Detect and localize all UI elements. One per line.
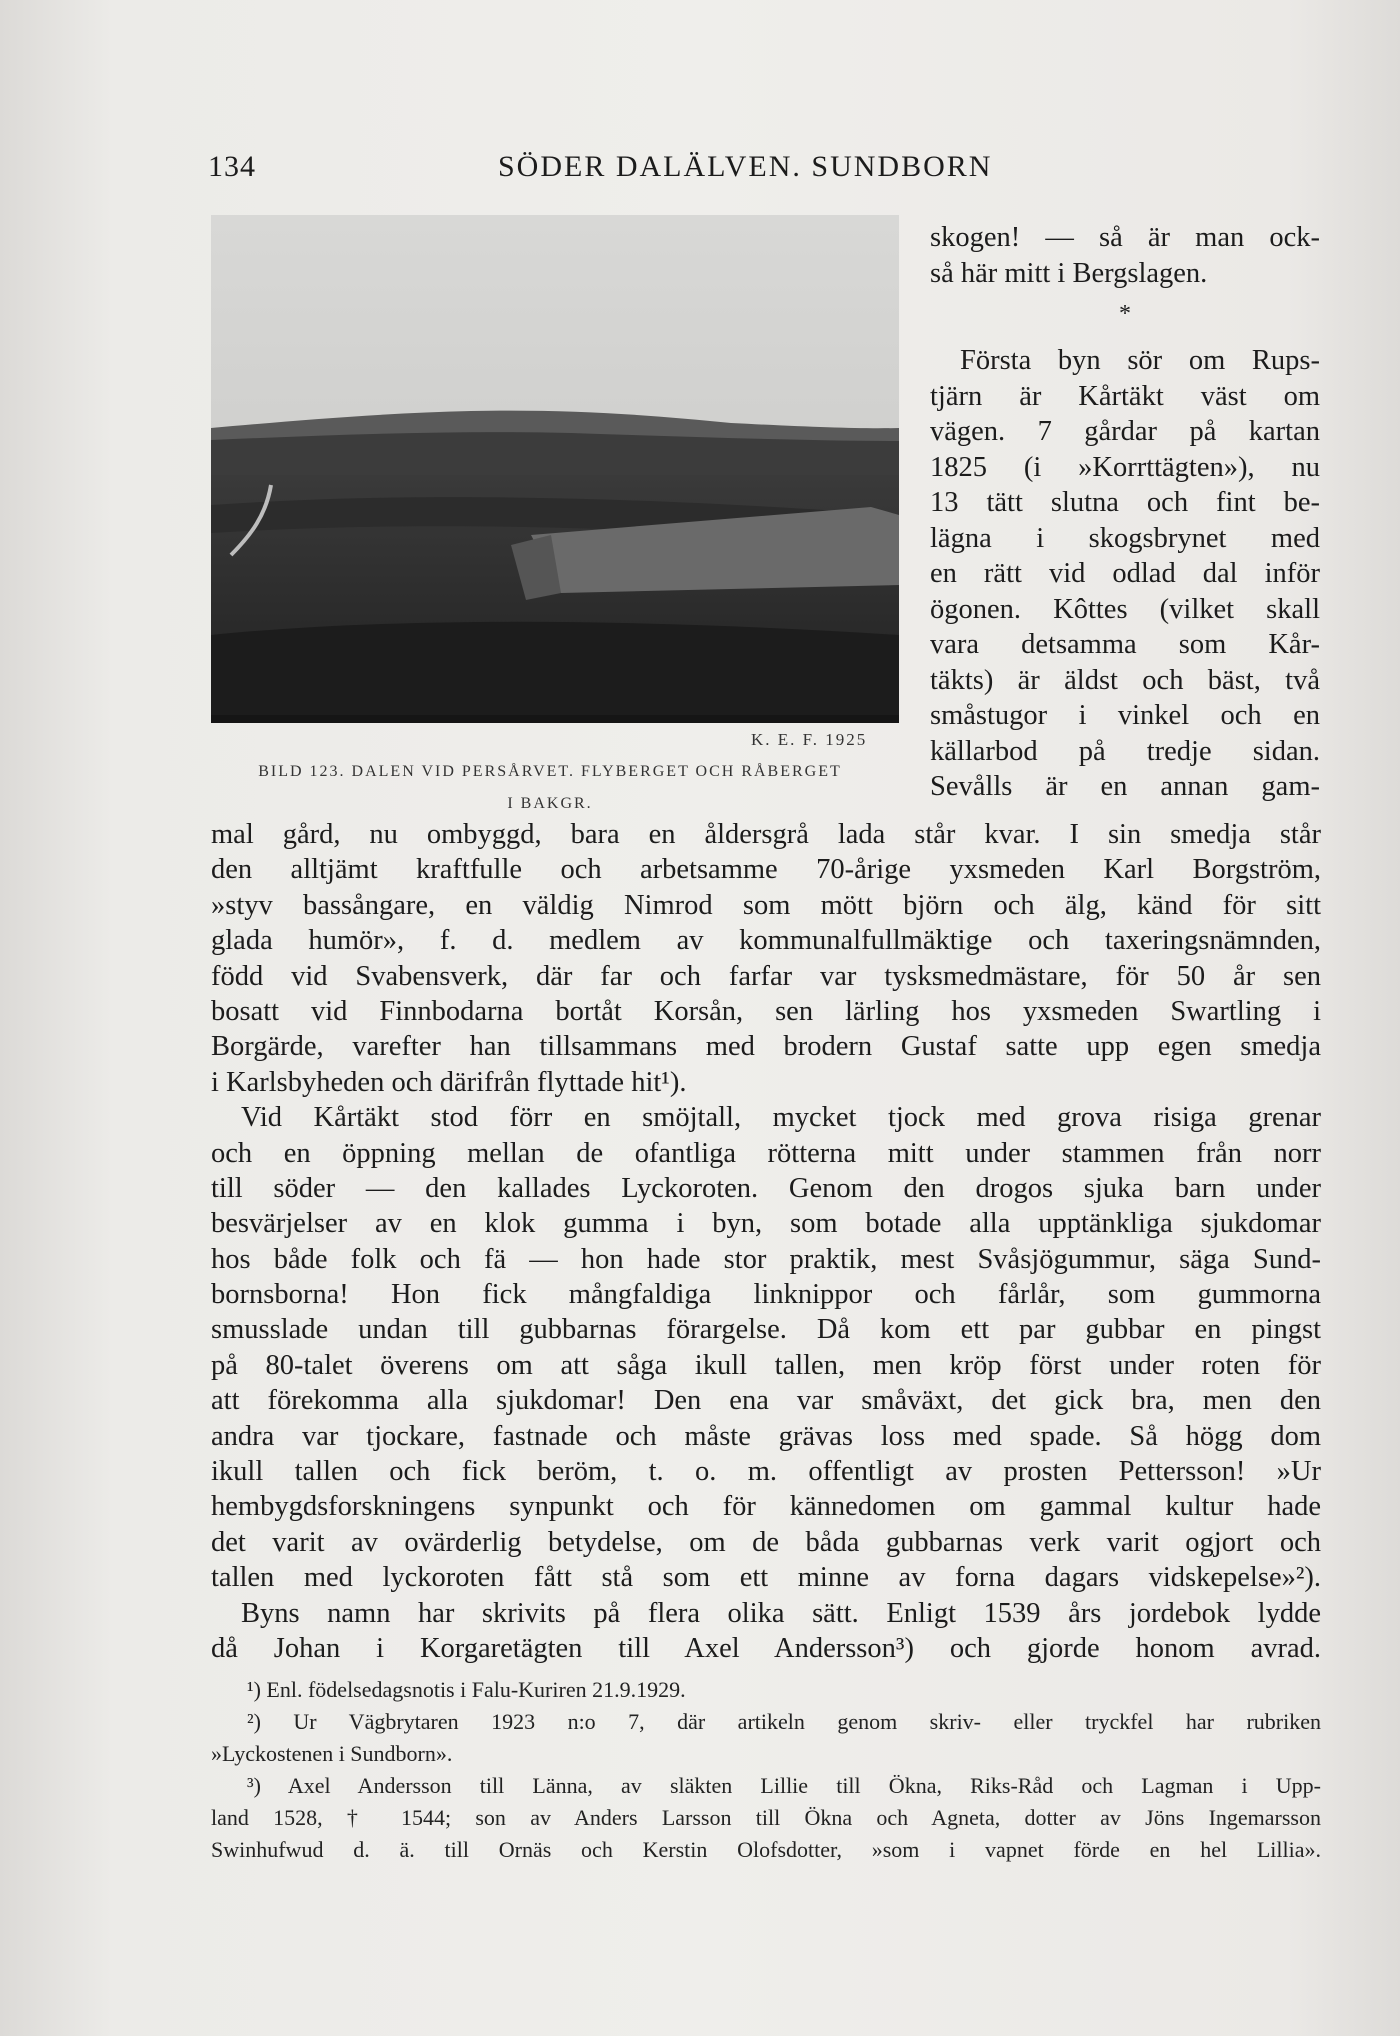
text-line: till söder — den kallades Lyckoroten. Genom den drogos sjuka barn under [211,1172,1321,1204]
text-line: Sevålls är en annan gam- [930,771,1320,802]
text-line: Första byn sör om Rups- [960,345,1320,376]
text-line: vara detsamma som Kår- [930,629,1320,660]
text-line: besvärjelser av en klok gumma i byn, som botade alla upptänkliga sjukdomar [211,1208,1321,1240]
text-line: mal gård, nu ombyggd, bara en åldersgrå lada står kvar. I sin smedja står [211,819,1321,850]
landscape-photo-drawing [211,215,899,723]
text-line: 1825 (i »Korrttägten»), nu [930,451,1320,483]
photo-credit: K. E. F. 1925 [751,730,868,749]
text-line: Byns namn har skrivits på flera olika sätt. Enligt 1539 års jordebok lydde [241,1597,1321,1629]
section-star: * [1119,301,1131,327]
text-line: på 80-talet överens om att såga ikull tallen, men kröp först under roten för [211,1349,1321,1381]
text-line: smusslade undan till gubbarnas förargelse. Då kom ett par gubbar en pingst [211,1314,1321,1346]
text-line: bosatt vid Finnbodarna bortåt Korsån, sen lärling hos yxsmeden Swartling i [211,995,1321,1027]
footnotes [211,1674,1321,1866]
text-line: 13 tätt slutna och fint be- [930,487,1320,518]
text-line: ögonen. Kôttes (vilket skall [930,593,1320,625]
text-line: född vid Svabensverk, där far och farfar var tysksmedmästare, för 50 år sen [211,960,1321,992]
page-number: 134 [208,150,256,183]
footnote-line: ²) Ur Vägbrytaren 1923 n:o 7, där artikeln genom skriv- eller tryckfel har rubriken [247,1709,1321,1734]
text-line: då Johan i Korgaretägten till Axel Andersson³) och gjorde honom avrad. [211,1632,1321,1664]
text-line: vägen. 7 gårdar på kartan [930,416,1320,447]
landscape-photo [211,215,899,723]
main-body-text [211,817,1321,1666]
text-line: källarbod på tredje sidan. [930,735,1320,767]
text-line: Vid Kårtäkt stod förr en smöjtall, mycket tjock med grova risiga grenar [241,1102,1321,1134]
right-column-text [930,220,1320,805]
figure-caption [190,756,910,820]
text-line: en rätt vid odlad dal inför [930,558,1320,589]
text-line: »styv bassångare, en väldig Nimrod som mött björn och älg, känd för sitt [211,889,1321,921]
text-line: bornsborna! Hon fick mångfaldiga linknippor och fårlår, som gummorna [211,1279,1321,1311]
text-line: hos både folk och fä — hon hade stor praktik, mest Svåsjögummur, säga Sund- [211,1243,1321,1275]
footnote-line: »Lyckostenen i Sundborn». [211,1741,453,1766]
footnote-line: Swinhufwud d. ä. till Ornäs och Kerstin Olofsdotter, »som i vapnet förde en hel Lillia». [211,1837,1321,1862]
text-line: ikull tallen och fick beröm, t. o. m. offentligt av prosten Pettersson! »Ur [211,1456,1321,1488]
text-line: andra var tjockare, fastnade och måste grävas loss med spade. Så högg dom [211,1420,1321,1452]
text-line: glada humör», f. d. medlem av kommunalfullmäktige och taxeringsnämnden, [211,925,1321,957]
text-line: så här mitt i Bergslagen. [930,257,1208,289]
footnote-line: land 1528, † 1544; son av Anders Larsson till Ökna och Agneta, dotter av Jöns Ingemarsson [211,1805,1321,1830]
text-line: att förekomma alla sjukdomar! Den ena var småväxt, det gick bra, men den [211,1385,1321,1417]
footnote-line: ¹) Enl. födelsedagsnotis i Falu-Kuriren 21.9.1929. [247,1677,686,1702]
caption-line: I BAKGR. [507,795,593,812]
text-line: hembygdsforskningens synpunkt och för kännedomen om gammal kultur hade [211,1491,1321,1523]
text-line: småstugor i vinkel och en [930,700,1320,731]
text-line: lägna i skogsbrynet med [930,522,1320,554]
text-line: tallen med lyckoroten fått stå som ett minne av forna dagars vidskepelse»²). [211,1562,1321,1594]
text-line: Borgärde, varefter han tillsammans med brodern Gustaf satte upp egen smedja [211,1031,1321,1063]
caption-line: BILD 123. DALEN VID PERSÅRVET. FLYBERGET OCH RÅBERGET [258,763,842,780]
text-line: tjärn är Kårtäkt väst om [930,380,1320,412]
text-line: i Karlsbyheden och därifrån flyttade hit¹). [211,1066,687,1098]
page-header [208,150,1323,190]
running-title: SÖDER DALÄLVEN. SUNDBORN [498,150,993,183]
text-line: täkts) är äldst och bäst, två [930,664,1320,696]
footnote-line: ³) Axel Andersson till Länna, av släkten Lillie till Ökna, Riks-Råd och Lagman i Upp- [247,1773,1321,1798]
text-line: och en öppning mellan de ofantliga rötterna mitt under stammen från norr [211,1137,1321,1169]
text-line: det varit av ovärderlig betydelse, om de båda gubbarnas verk varit ogjort och [211,1526,1321,1558]
text-line: den alltjämt kraftfulle och arbetsamme 70-årige yxsmeden Karl Borgström, [211,854,1321,886]
text-line: skogen! — så är man ock- [930,222,1320,253]
